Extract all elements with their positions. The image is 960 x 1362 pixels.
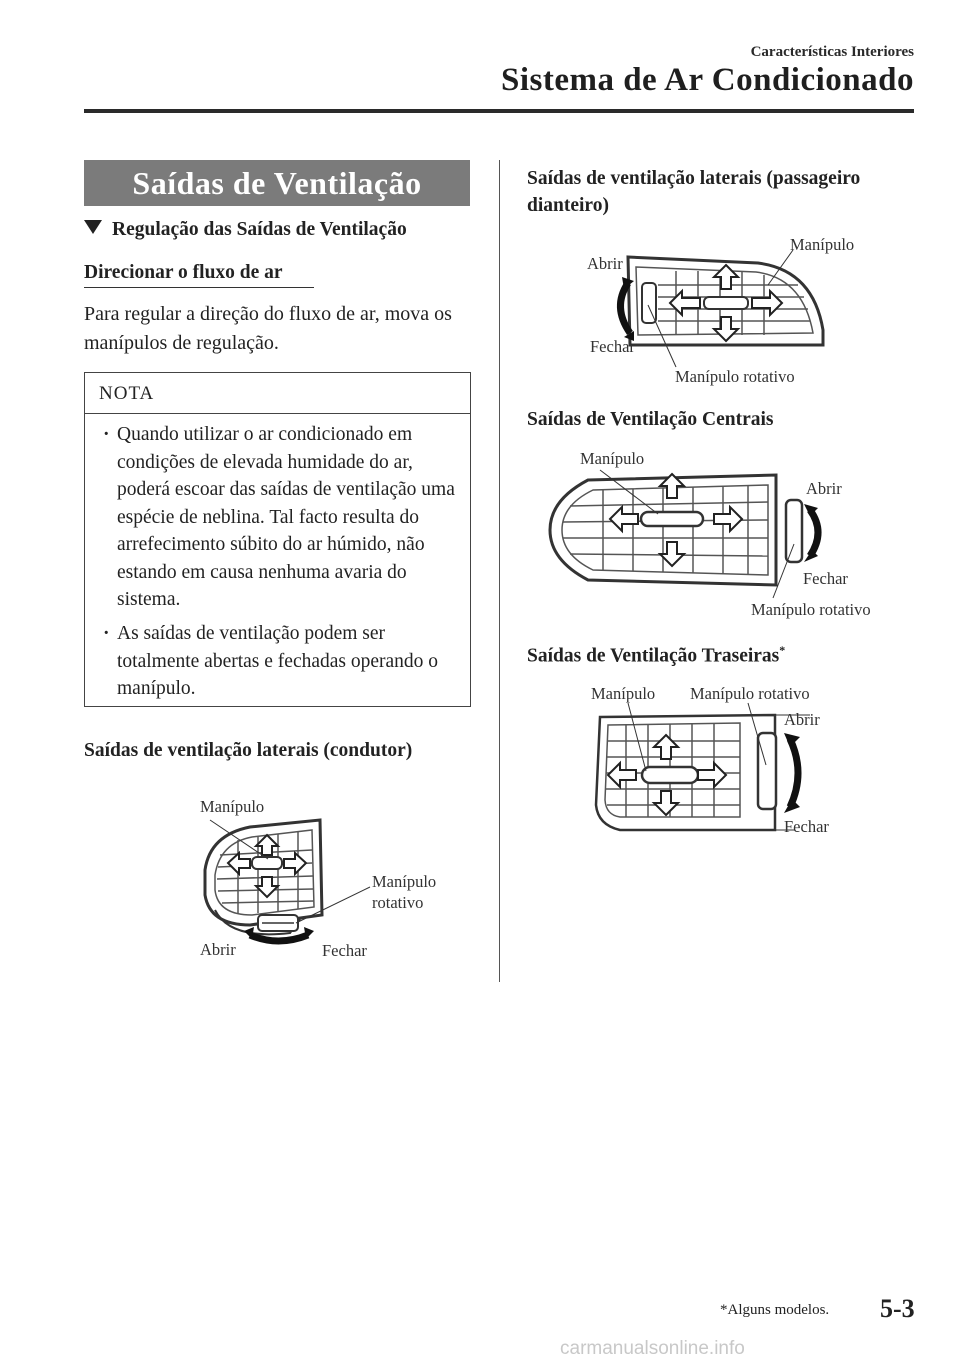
- passenger-vent-illustration: [618, 245, 828, 360]
- direct-airflow-heading: Direcionar o fluxo de ar: [84, 262, 283, 283]
- label-open: Abrir: [200, 940, 236, 959]
- section-banner: Saídas de Ventilação: [84, 160, 470, 206]
- label-open: Abrir: [587, 254, 623, 273]
- note-title: NOTA: [99, 383, 155, 404]
- note-divider: [85, 413, 470, 414]
- figure-caption-rear: [527, 643, 785, 668]
- page-number: 5-3: [880, 1294, 915, 1323]
- driver-vent-illustration: [190, 815, 350, 955]
- direct-airflow-text: Para regular a direção do fluxo de ar, mova os manípulos de regulação.: [84, 303, 452, 354]
- label-close: Fechar: [590, 337, 635, 356]
- figure-caption-central: Saídas de Ventilação Centrais: [527, 409, 774, 430]
- note-item: · As saídas de ventilação podem ser totalmente abertas e fechadas operando o manípulo.: [99, 620, 461, 703]
- label-rotary: Manípulo rotativo: [751, 600, 871, 619]
- label-knob: Manípulo: [591, 684, 656, 703]
- chapter-label: Características Interiores: [750, 44, 914, 60]
- triangle-bullet-icon: [84, 220, 102, 234]
- label-knob: Manípulo: [200, 797, 265, 816]
- label-knob: Manípulo: [580, 449, 645, 468]
- label-rotary-line2: rotativo: [372, 893, 424, 912]
- note-item: · Quando utilizar o ar condicionado em condições de elevada humidade do ar, poderá escoar das saídas de ventilação uma espécie de neblina. Tal facto resulta do arrefecimento súbito do ar húmido, não estando em causa nenhuma avaria do sistema.: [99, 421, 461, 614]
- footnote: *Alguns modelos.: [720, 1302, 830, 1318]
- page-title: Sistema de Ar Condicionado: [500, 62, 914, 98]
- label-rotary-line1: Manípulo: [372, 872, 437, 891]
- label-close: Fechar: [322, 941, 367, 960]
- column-divider: [499, 160, 500, 982]
- heading-underline: [84, 287, 314, 288]
- header-divider: [84, 109, 914, 113]
- label-rotary: Manípulo rotativo: [675, 367, 795, 386]
- figure-caption-passenger: Saídas de ventilação laterais (passageiro dianteiro): [527, 168, 861, 216]
- label-rotary: Manípulo rotativo: [690, 684, 810, 703]
- watermark: carmanualsonline.info: [560, 1338, 745, 1359]
- label-open: Abrir: [806, 479, 842, 498]
- subsection-title: Regulação das Saídas de Ventilação: [112, 219, 407, 240]
- label-close: Fechar: [803, 569, 848, 588]
- central-vent-illustration: [548, 470, 838, 595]
- label-knob: Manípulo: [790, 235, 855, 254]
- figure-caption-driver: Saídas de ventilação laterais (condutor): [84, 740, 413, 761]
- asterisk-mark: *: [779, 643, 786, 657]
- note-box: [84, 372, 471, 707]
- subsection-heading: [84, 219, 407, 241]
- label-close: Fechar: [784, 817, 829, 836]
- caption-text: Saídas de Ventilação Traseiras: [527, 645, 780, 667]
- label-open: Abrir: [784, 710, 820, 729]
